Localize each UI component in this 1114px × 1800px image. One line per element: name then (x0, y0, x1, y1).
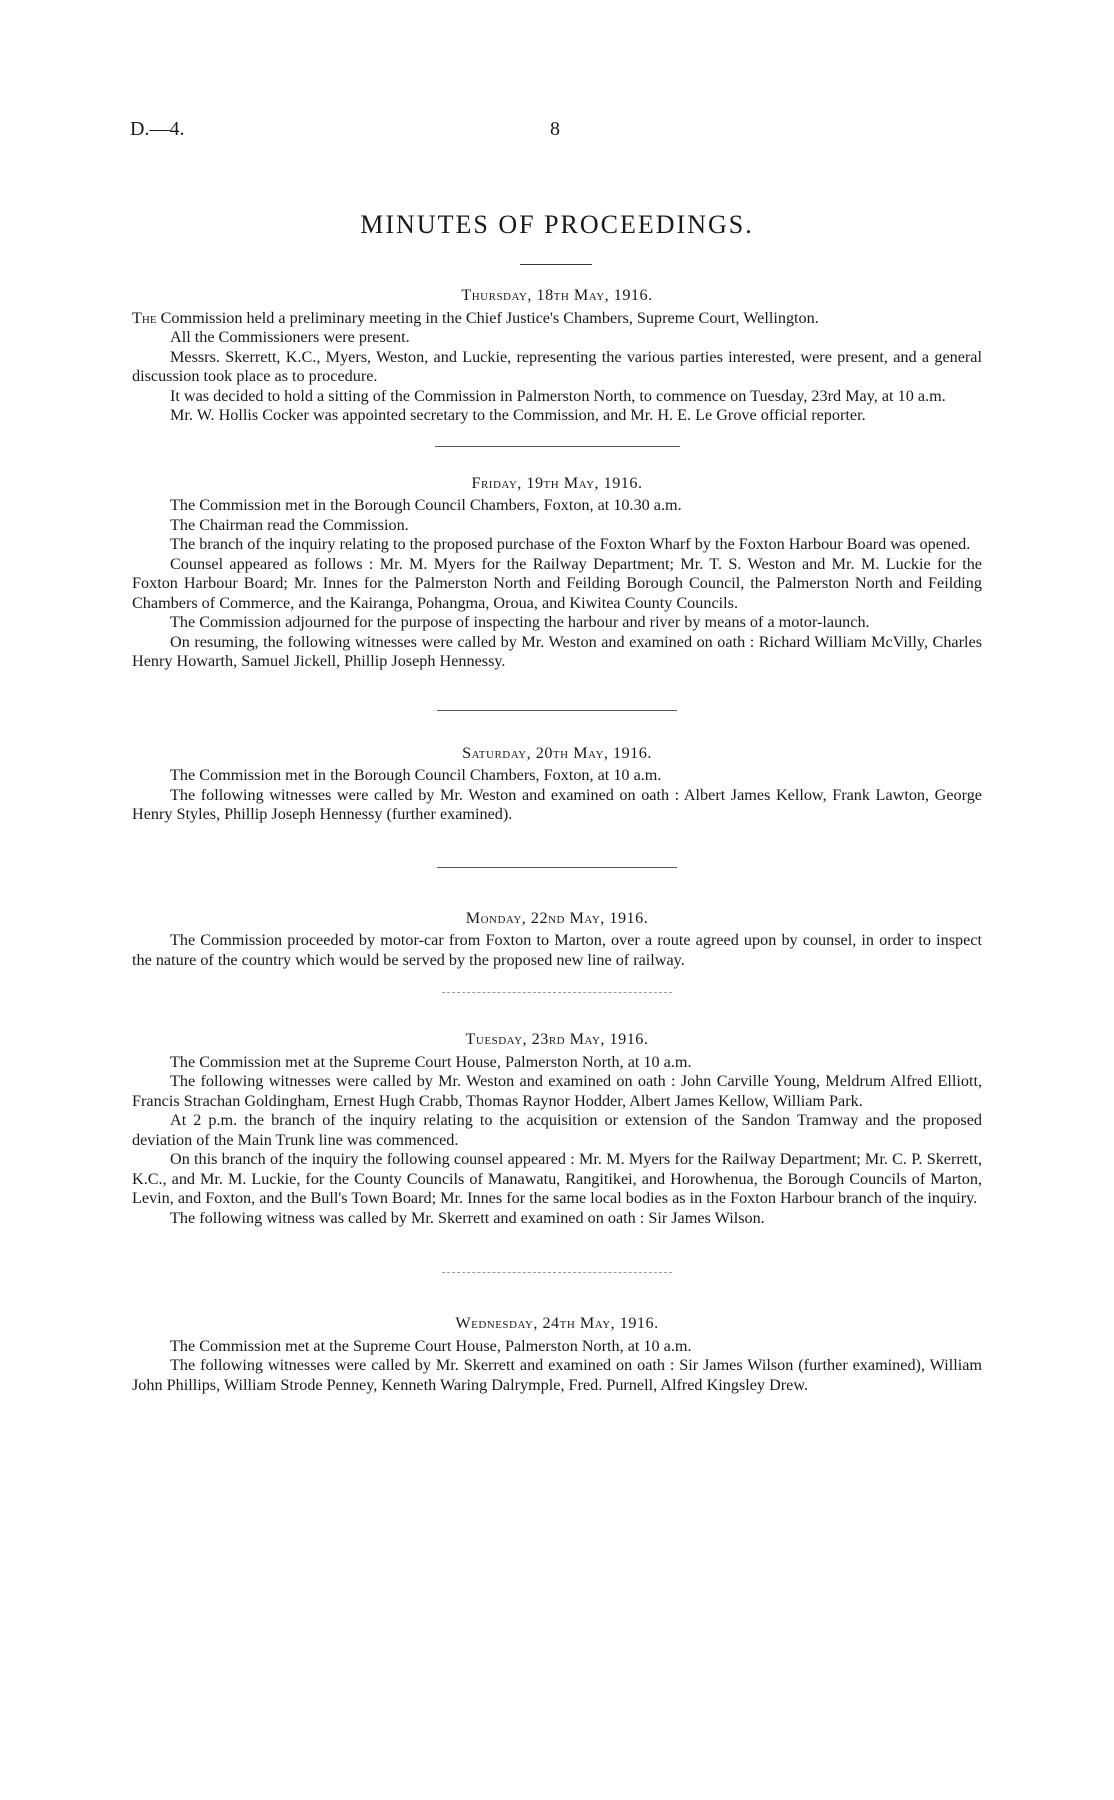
section-saturday (132, 744, 982, 825)
document-reference: D.—4. (130, 118, 185, 140)
paragraph: The Commission held a preliminary meeting in the Chief Justice's Chambers, Supreme Court, Wellington. (132, 308, 819, 327)
section-date: Friday, 19th May, 1916. (471, 473, 643, 492)
paragraph: It was decided to hold a sitting of the Commission in Palmerston North, to commence on Tuesday, 23rd May, at 10 a.m. (170, 386, 946, 405)
page-number: 8 (550, 118, 560, 140)
section-friday (132, 474, 982, 672)
paragraph: The following witness was called by Mr. Skerrett and examined on oath : Sir James Wilson. (170, 1208, 765, 1227)
page-title: MINUTES OF PROCEEDINGS. (360, 210, 754, 239)
section-tuesday (132, 1030, 982, 1228)
section-date: Monday, 22nd May, 1916. (465, 908, 649, 927)
paragraph: At 2 p.m. the branch of the inquiry relating to the acquisition or extension of the Sandon Tramway and the proposed deviation of the Main Trunk line was commenced. (132, 1111, 982, 1149)
paragraph: The Commission met in the Borough Council Chambers, Foxton, at 10 a.m. (170, 766, 662, 784)
section-divider (437, 867, 677, 869)
paragraph: On resuming, the following witnesses were called by Mr. Weston and examined on oath : Richard William McVilly, Charles Henry Howarth, Samuel Jickell, Phillip Joseph Hennessy. (132, 632, 982, 670)
paragraph: The following witnesses were called by Mr. Skerrett and examined on oath : Sir James Wilson (further examined), William John Phillips, William Strode Penney, Kenneth Waring Dalrymple, Fred. Purnell, Alfred Kingsley Drew. (132, 1356, 982, 1394)
paragraph: The following witnesses were called by Mr. Weston and examined on oath : John Carville Young, Meldrum Alfred Elliott, Francis Strachan Goldingham, Ernest Hugh Crabb, Thomas Raynor Hodder, Albert James Kellow, William Park. (132, 1072, 982, 1110)
paragraph: Counsel appeared as follows : Mr. M. Myers for the Railway Department; Mr. T. S. Weston and Mr. M. Luckie for the Foxton Harbour Board; Mr. Innes for the Palmerston North and Feilding Borough Council, the Palmerston North and Feilding Chambers of Commerce, and the Kairanga, Pohangma, Oroua, and Kiwitea County Councils. (132, 554, 982, 612)
paragraph: The Commission met in the Borough Council Chambers, Foxton, at 10.30 a.m. (170, 496, 682, 514)
paragraph: Mr. W. Hollis Cocker was appointed secretary to the Commission, and Mr. H. E. Le Grove official reporter. (170, 406, 866, 424)
paragraph: The Commission adjourned for the purpose of inspecting the harbour and river by means of a motor-launch. (170, 613, 870, 631)
section-monday (132, 909, 982, 971)
paragraph: The Commission met at the Supreme Court House, Palmerston North, at 10 a.m. (170, 1336, 692, 1355)
paragraph: All the Commissioners were present. (170, 328, 410, 346)
section-wednesday (132, 1314, 982, 1395)
paragraph: The Commission proceeded by motor-car from Foxton to Marton, over a route agreed upon by counsel, in order to inspect the nature of the country which would be served by the proposed new line of railway. (132, 931, 982, 969)
section-date: Saturday, 20th May, 1916. (462, 743, 652, 762)
lead-word: The (132, 308, 157, 327)
paragraph: Messrs. Skerrett, K.C., Myers, Weston, and Luckie, representing the various parties interested, were present, and a general discussion took place as to procedure. (132, 347, 982, 385)
paragraph: The following witnesses were called by Mr. Weston and examined on oath : Albert James Kellow, Frank Lawton, George Henry Styles, Phillip Joseph Hennessy (further examined). (132, 785, 982, 823)
paragraph: On this branch of the inquiry the following counsel appeared : Mr. M. Myers for the Railway Department; Mr. C. P. Skerrett, K.C., and Mr. M. Luckie, for the County Councils of Manawatu, Rangitikei, and Horowhenua, the Borough Councils of Marton, Levin, and Foxton, and the Bull's Town Board; Mr. Innes for the same local bodies as in the Foxton Harbour branch of the inquiry. (132, 1150, 982, 1207)
section-date: Tuesday, 23rd May, 1916. (465, 1030, 649, 1048)
section-thursday (132, 286, 982, 426)
title-rule (520, 264, 592, 265)
section-divider (442, 1272, 672, 1274)
paragraph: The Commission met at the Supreme Court House, Palmerston North, at 10 a.m. (170, 1052, 692, 1071)
section-divider (437, 710, 677, 712)
minutes-body (132, 282, 982, 1395)
page-header (130, 118, 980, 144)
section-divider (442, 992, 672, 994)
section-date: Thursday, 18th May, 1916. (461, 286, 653, 304)
section-divider (435, 446, 680, 448)
paragraph: The branch of the inquiry relating to the proposed purchase of the Foxton Wharf by the Foxton Harbour Board was opened. (170, 535, 971, 553)
paragraph: The Chairman read the Commission. (170, 515, 409, 534)
section-date: Wednesday, 24th May, 1916. (455, 1314, 659, 1332)
